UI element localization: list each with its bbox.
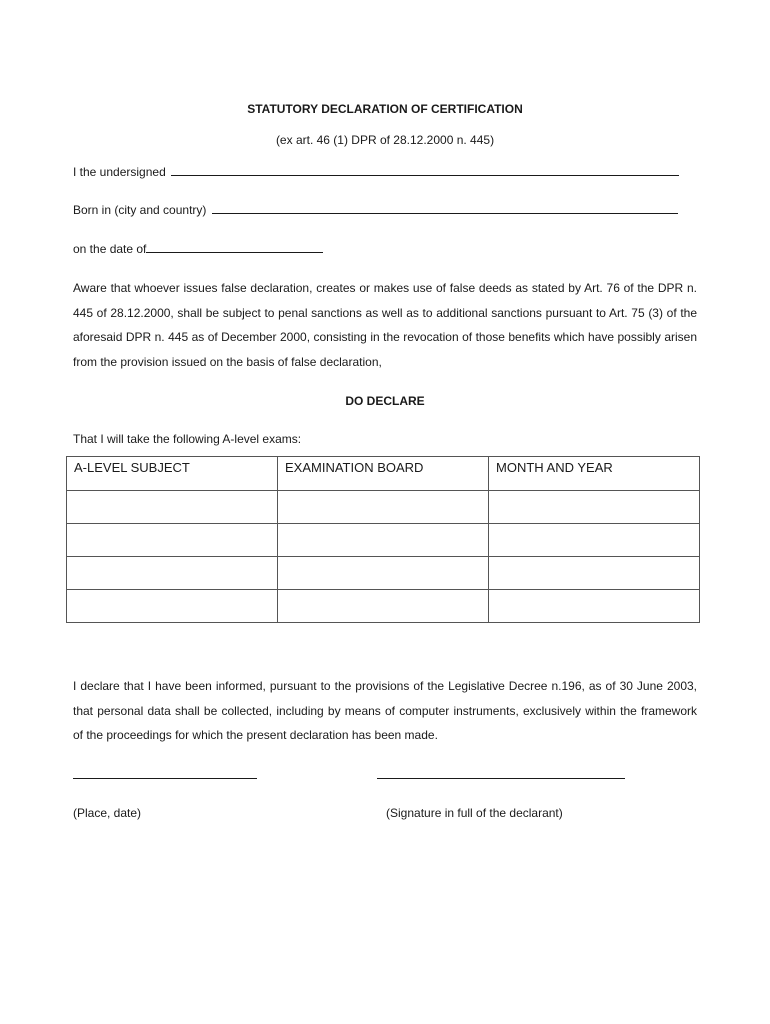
aware-paragraph: Aware that whoever issues false declaration, creates or makes use of false deeds as stated by Art. 76 of the DPR n. 445 of 28.12.2000, shall be subject to penal sanctions as well as to additional sanctions pursuant to Art. 75 (3) of the aforesaid DPR n. 445 as of December 2000, consisting in the revocation of those benefits which have possibly arisen from the provision issued on the basis of false declaration,	[73, 281, 697, 369]
privacy-paragraph: I declare that I have been informed, pursuant to the provisions of the Legislative Decree n.196, as of 30 June 2003, that personal data shall be collected, including by means of computer instruments, exclusively within the framework of the proceedings for which the present declaration has been made.	[73, 679, 697, 743]
document-title: STATUTORY DECLARATION OF CERTIFICATION	[247, 102, 523, 116]
date-blank[interactable]	[146, 242, 323, 253]
board-cell[interactable]	[278, 491, 489, 524]
subject-cell[interactable]	[67, 524, 278, 557]
exams-intro: That I will take the following A-level exams:	[73, 432, 302, 446]
subject-cell[interactable]	[67, 557, 278, 590]
date-label: on the date of	[73, 242, 147, 256]
subject-cell[interactable]	[67, 590, 278, 623]
board-cell[interactable]	[278, 557, 489, 590]
table-row	[67, 491, 700, 524]
header-month-year: MONTH AND YEAR	[489, 457, 700, 491]
header-subject: A-LEVEL SUBJECT	[67, 457, 278, 491]
signature-line[interactable]	[377, 768, 625, 779]
declarant-signature-label: (Signature in full of the declarant)	[386, 806, 563, 820]
date-field	[73, 242, 323, 256]
document-subtitle: (ex art. 46 (1) DPR of 28.12.2000 n. 445)	[275, 133, 495, 147]
header-board: EXAMINATION BOARD	[278, 457, 489, 491]
undersigned-label: I the undersigned	[73, 165, 166, 179]
born-field	[73, 203, 678, 217]
table-row	[67, 524, 700, 557]
born-blank[interactable]	[212, 203, 678, 214]
board-cell[interactable]	[278, 590, 489, 623]
table-row	[67, 590, 700, 623]
month-year-cell[interactable]	[489, 590, 700, 623]
month-year-cell[interactable]	[489, 557, 700, 590]
place-date-label: (Place, date)	[73, 806, 142, 820]
do-declare-heading: DO DECLARE	[345, 394, 425, 408]
subject-cell[interactable]	[67, 491, 278, 524]
place-date-line[interactable]	[73, 768, 257, 779]
table-row	[67, 557, 700, 590]
undersigned-field	[73, 165, 679, 179]
table-header-row	[67, 457, 700, 491]
exams-table	[66, 456, 700, 623]
undersigned-blank[interactable]	[171, 165, 679, 176]
born-label: Born in (city and country)	[73, 203, 207, 217]
month-year-cell[interactable]	[489, 491, 700, 524]
board-cell[interactable]	[278, 524, 489, 557]
month-year-cell[interactable]	[489, 524, 700, 557]
